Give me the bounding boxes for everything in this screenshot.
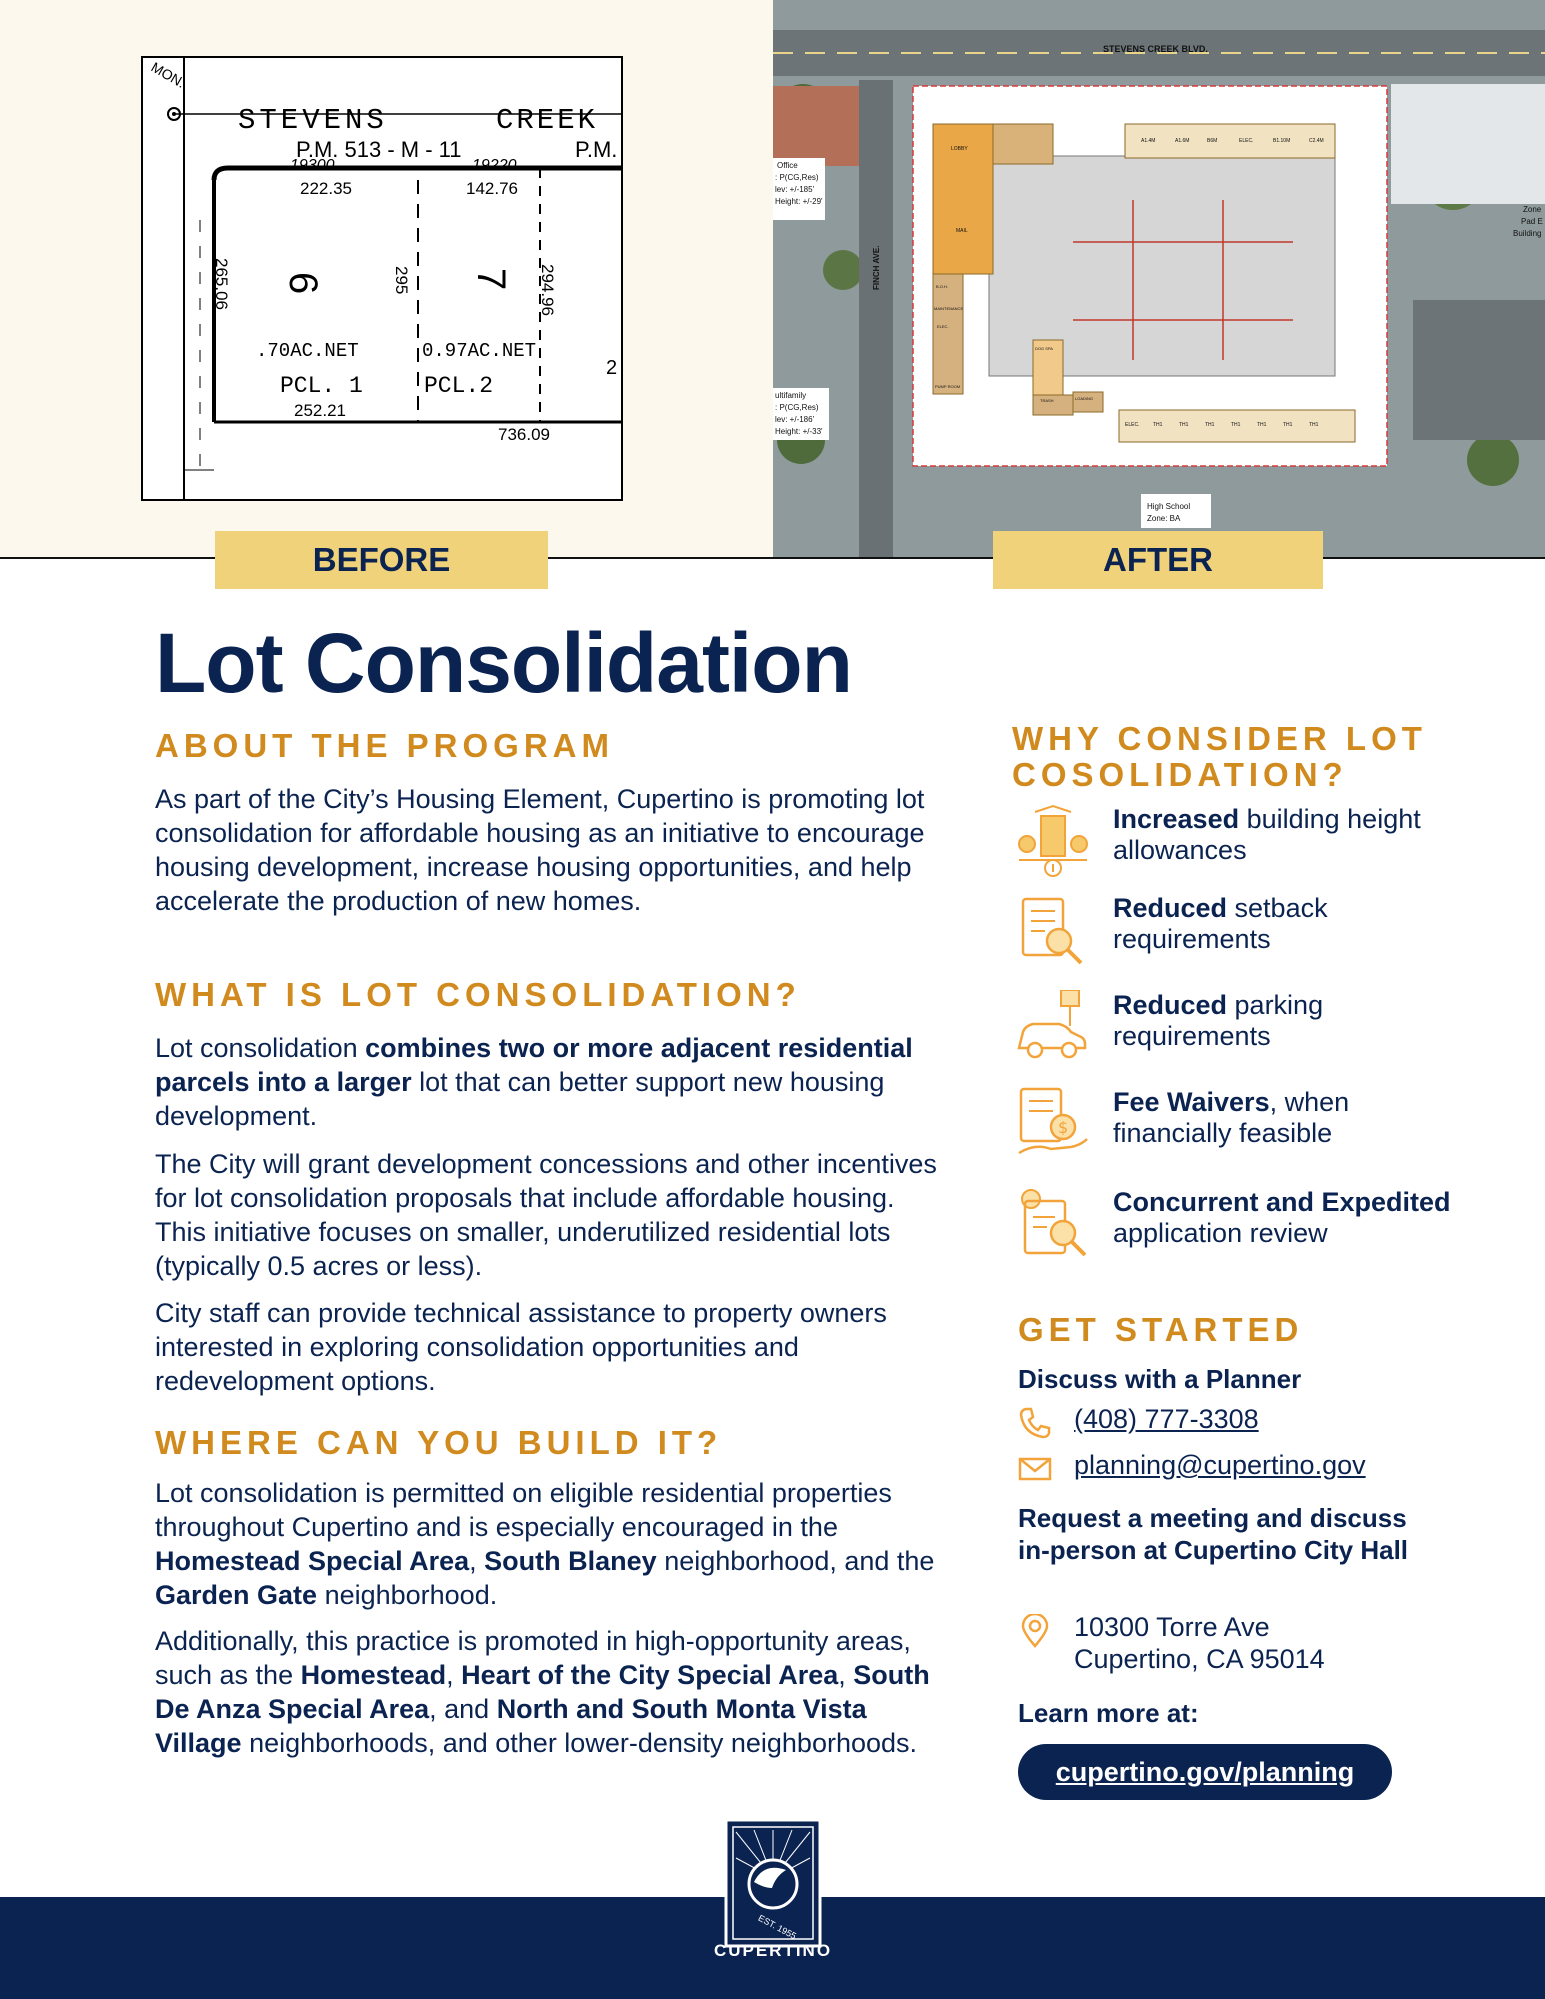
after-site-plan-panel — [773, 0, 1545, 558]
svg-text:$: $ — [1058, 1118, 1069, 1137]
request-meeting-text: Request a meeting and discuss in-person at Cupertino City Hall — [1018, 1503, 1409, 1565]
get-started-heading: GET STARTED — [1018, 1311, 1304, 1348]
plan-unit-lobby: LOBBY — [951, 146, 968, 152]
what-heading: WHAT IS LOT CONSOLIDATION? — [155, 976, 801, 1013]
location-pin-icon — [1018, 1614, 1052, 1648]
what-paragraph-2: The City will grant development concessions and other incentives for lot consolidation proposals that include affordable housing. This initiative focuses on smaller, underutilized residential lots (typically 0.5 acres or less). — [155, 1149, 937, 1281]
plan-units-bottom-5: TH1 — [1257, 422, 1267, 428]
plan-units-top-4: B1.10M — [1273, 138, 1291, 144]
learn-more-label: Learn more at: — [1018, 1698, 1199, 1728]
dim-top-a: 222.35 — [300, 179, 352, 198]
benefit-expedited-text: Concurrent and Expedited application review — [1113, 1187, 1451, 1248]
plan-unit-elec: ELEC. — [937, 324, 949, 329]
mon-label: MON. — [148, 58, 189, 91]
email-link[interactable]: planning@cupertino.gov — [1074, 1450, 1366, 1480]
dim-right: 294.96 — [538, 264, 557, 316]
plan-unit-trash: TRASH — [1040, 398, 1054, 403]
parcel-b-label: PCL.2 — [424, 373, 494, 399]
parcel-num-7: 7 — [469, 268, 513, 291]
phone-link[interactable]: (408) 777-3308 — [1074, 1404, 1259, 1434]
building-height-icon — [1015, 804, 1091, 880]
plan-units-bottom-0: ELEC. — [1125, 422, 1140, 428]
envelope-icon — [1018, 1452, 1052, 1486]
benefit-expedited — [1015, 1187, 1451, 1307]
plan-office-height: Height: +/-29' — [775, 197, 823, 206]
where-heading: WHERE CAN YOU BUILD IT? — [155, 1424, 723, 1461]
benefit-fee-text: Fee Waivers, when financially feasible — [1113, 1087, 1350, 1148]
document-review-icon — [1015, 1187, 1091, 1263]
plan-units-top-2: B6M — [1207, 138, 1218, 144]
plan-unit-maint: MAINTENANCE — [934, 306, 964, 311]
what-paragraph-1: Lot consolidation combines two or more adjacent residential parcels into a larger lot that can better support new housing development. — [155, 1033, 913, 1131]
page-title: Lot Consolidation — [155, 616, 852, 710]
planning-website-button[interactable]: cupertino.gov/planning — [1018, 1744, 1392, 1800]
email-row[interactable] — [1018, 1450, 1438, 1490]
plan-street-label: STEVENS CREEK BLVD. — [1103, 44, 1208, 54]
discuss-label: Discuss with a Planner — [1018, 1364, 1302, 1394]
plan-units-bottom-1: TH1 — [1153, 422, 1163, 428]
dim-mid: 295 — [392, 266, 411, 295]
cupertino-seal-logo — [724, 1818, 822, 1948]
benefit-setback-text: Reduced setback requirements — [1113, 893, 1328, 954]
benefit-parking — [1015, 990, 1445, 1080]
plan-unit-mail: MAIL — [956, 228, 968, 234]
plan-units-top-1: A1.6M — [1175, 138, 1190, 144]
plan-office-zone: : P(CG,Res) — [775, 173, 819, 182]
where-paragraph-1: Lot consolidation is permitted on eligible residential properties throughout Cupertino and is especially encouraged in the Homestead Special Area, South Blaney neighborhood, and the Garden Gate neighborhood. — [155, 1478, 935, 1610]
address-line-1: 10300 Torre Ave — [1074, 1612, 1270, 1642]
street-label-stevens: STEVENS — [238, 104, 388, 137]
plan-office-label: Office — [777, 161, 798, 170]
what-paragraph-3: City staff can provide technical assistance to property owners interested in exploring consolidation opportunities and redevelopment options. — [155, 1298, 887, 1396]
benefit-parking-text: Reduced parking requirements — [1113, 990, 1324, 1051]
checklist-magnifier-icon — [1015, 893, 1091, 969]
dim-bottom-a: 252.21 — [294, 401, 346, 420]
pm-label-right: P.M. — [575, 137, 618, 162]
plan-units-bottom-6: TH1 — [1283, 422, 1293, 428]
plan-multi-label: ultifamily — [775, 391, 807, 400]
parcel-b-area: 0.97AC.NET — [422, 340, 537, 362]
plan-multi-zone: : P(CG,Res) — [775, 403, 819, 412]
parcel-a-area: .70AC.NET — [256, 340, 359, 362]
plan-school-zone: Zone: BA — [1147, 514, 1181, 523]
plan-units-bottom-4: TH1 — [1231, 422, 1241, 428]
plan-units-bottom-2: TH1 — [1179, 422, 1189, 428]
car-parking-icon — [1015, 990, 1091, 1066]
plan-unit-boh: B.O.H. — [936, 284, 949, 289]
phone-row[interactable] — [1018, 1404, 1438, 1444]
why-heading: WHY CONSIDER LOT COSOLIDATION? — [1012, 720, 1427, 793]
plan-right-label-1: Zone — [1523, 205, 1542, 214]
about-text: As part of the City’s Housing Element, Cupertino is promoting lot consolidation for affordable housing as an initiative to encourage housing development, increase housing opportunities, and help accelerate the production of new homes. — [155, 784, 925, 916]
site-plan — [773, 0, 1545, 558]
benefit-height-text: Increased building height allowances — [1113, 804, 1421, 865]
after-label: AFTER — [993, 531, 1323, 589]
dim-left: 265.06 — [212, 258, 231, 310]
plan-right-label-2: Pad E — [1521, 217, 1543, 226]
plan-unit-dog: DOG SPA — [1035, 346, 1053, 351]
plan-unit-pump: PUMP ROOM — [935, 384, 961, 389]
benefit-height — [1015, 804, 1445, 894]
about-heading: ABOUT THE PROGRAM — [155, 727, 614, 764]
lot-num-b: 19220 — [472, 157, 517, 174]
parcel-num-6: 6 — [281, 272, 325, 295]
plan-school-label: High School — [1147, 502, 1191, 511]
cupertino-brand-text: CUPERTINO — [713, 1941, 833, 1960]
parcel-map — [0, 0, 773, 558]
seal-text: EST. 1955 — [756, 1912, 798, 1942]
benefit-setback — [1015, 893, 1445, 983]
plan-units-top-3: ELEC. — [1239, 138, 1254, 144]
plan-office-elev: lev: +/-185' — [775, 185, 815, 194]
street-label-creek: CREEK — [496, 104, 599, 137]
phone-icon — [1018, 1406, 1052, 1440]
pm-label: P.M. 513 - M - 11 — [296, 137, 462, 162]
plan-units-top-0: A1.4M — [1141, 138, 1156, 144]
address-line-2: Cupertino, CA 95014 — [1074, 1644, 1325, 1674]
plan-units-top-5: C2.4M — [1309, 138, 1324, 144]
before-label: BEFORE — [215, 531, 548, 589]
plan-units-bottom-3: TH1 — [1205, 422, 1215, 428]
lot-num-a: 19300 — [290, 157, 335, 174]
fee-waiver-icon — [1015, 1087, 1091, 1163]
plan-multi-height: Height: +/-33' — [775, 427, 823, 436]
plan-multi-elev: lev: +/-186' — [775, 415, 815, 424]
before-map-panel — [0, 0, 773, 558]
dim-top-b: 142.76 — [466, 179, 518, 198]
plan-unit-loading: LOADING — [1075, 396, 1094, 401]
benefit-fee-waivers — [1015, 1087, 1445, 1177]
parcel-a-label: PCL. 1 — [280, 373, 363, 399]
address-row — [1018, 1612, 1438, 1682]
plan-right-label-3: Building — [1513, 229, 1542, 238]
edge-num: 2 — [606, 357, 618, 379]
dim-bottom-b: 736.09 — [498, 425, 550, 444]
plan-side-street-label: FINCH AVE. — [872, 245, 881, 290]
where-paragraph-2: Additionally, this practice is promoted in high-opportunity areas, such as the Homestead, Heart of the City Special Area, South De Anza Special Area, and North and South Monta Vista Village neighborhoods, and other lower-density neighborhoods. — [155, 1626, 930, 1758]
plan-units-bottom-7: TH1 — [1309, 422, 1319, 428]
